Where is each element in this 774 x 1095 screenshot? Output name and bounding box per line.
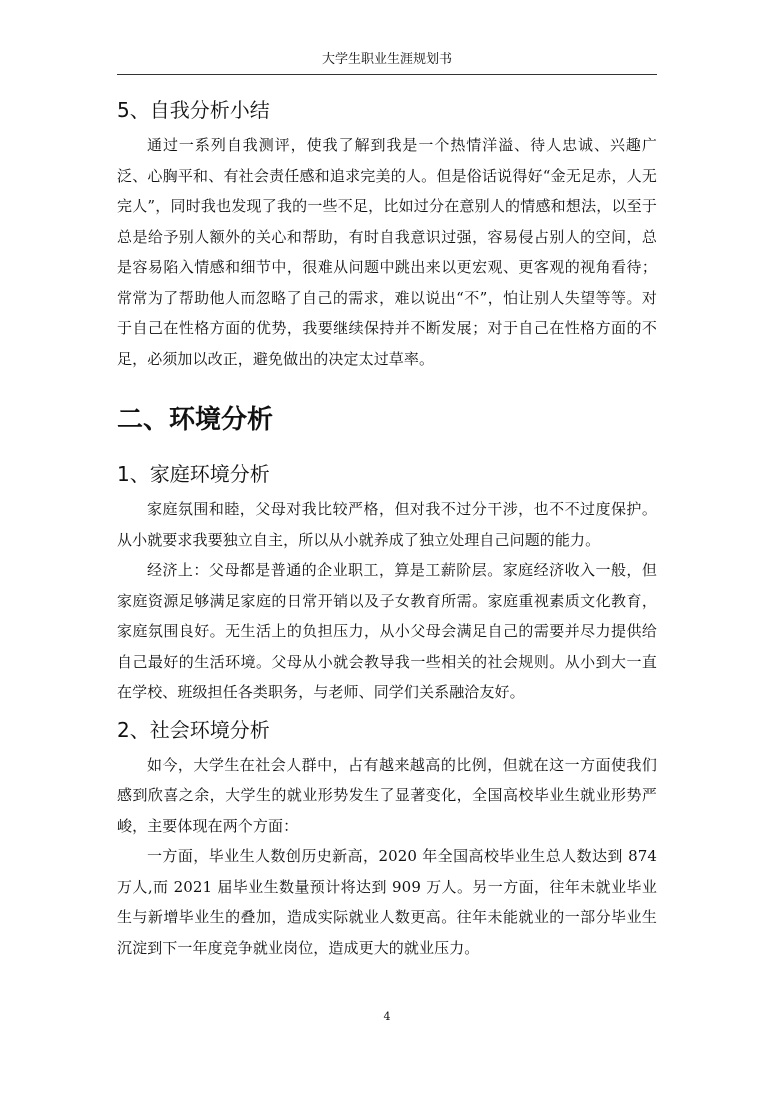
page-header — [117, 50, 657, 75]
paragraph-society-1: 如今，大学生在社会人群中，占有越来越高的比例，但就在这一方面使我们感到欣喜之余，大学生的就业形势发生了显著变化，全国高校毕业生就业形势严峻，主要体现在两个方面： — [117, 755, 657, 835]
section-heading-self-summary: 5、自我分析小结 — [117, 98, 270, 122]
page-header-title: 大学生职业生涯规划书 — [321, 52, 452, 67]
paragraph-self-summary: 通过一系列自我测评，使我了解到我是一个热情洋溢、待人忠诚、兴趣广泛、心胸平和、有社会责任感和追求完美的人。但是俗话说得好“金无足赤，人无完人”，同时我也发现了我的一些不足，比如过分在意别人的情感和想法，以至于总是给予别人额外的关心和帮助，有时自我意识过强，容易侵占别人的空间，总是容易陷入情感和细节中，很难从问题中跳出来以更宏观、更客观的视角看待；常常为了帮助他人而忽略了自己的需求，难以说出“不”，怕让别人失望等等。对于自己在性格方面的优势，我要继续保持并不断发展；对于自己在性格方面的不足，必须加以改正，避免做出的决定太过草率。 — [117, 136, 657, 368]
section-heading-society: 2、社会环境分析 — [117, 717, 270, 742]
section-heading-family: 1、家庭环境分析 — [117, 462, 270, 486]
paragraph-family-1: 家庭氛围和睦，父母对我比较严格，但对我不过分干涉，也不不过度保护。从小就要求我要独立自主，所以从小就养成了独立处理自己问题的能力。 — [117, 500, 657, 549]
page-number: 4 — [383, 1010, 391, 1023]
paragraph-society-2: 一方面，毕业生人数创历史新高，2020 年全国高校毕业生总人数达到 874 万人,而 2021 届毕业生数量预计将达到 909 万人。另一方面，往年未就业毕业生与新增毕业生的叠加，造成实际就业人数更高。往年未能就业的一部分毕业生沉淀到下一年度竞争就业岗位，造成更大的就业压力。 — [117, 847, 657, 957]
chapter-heading-environment: 二、环境分析 — [117, 405, 274, 435]
paragraph-family-2: 经济上：父母都是普通的企业职工，算是工薪阶层。家庭经济收入一般，但家庭资源足够满足家庭的日常开销以及子女教育所需。家庭重视素质文化教育，家庭氛围良好。无生活上的负担压力，从小父母会满足自己的需要并尽力提供给自己最好的生活环境。父母从小就会教导我一些相关的社会规则。从小到大一直在学校、班级担任各类职务，与老师、同学们关系融洽友好。 — [117, 561, 657, 701]
document-body — [117, 94, 657, 963]
